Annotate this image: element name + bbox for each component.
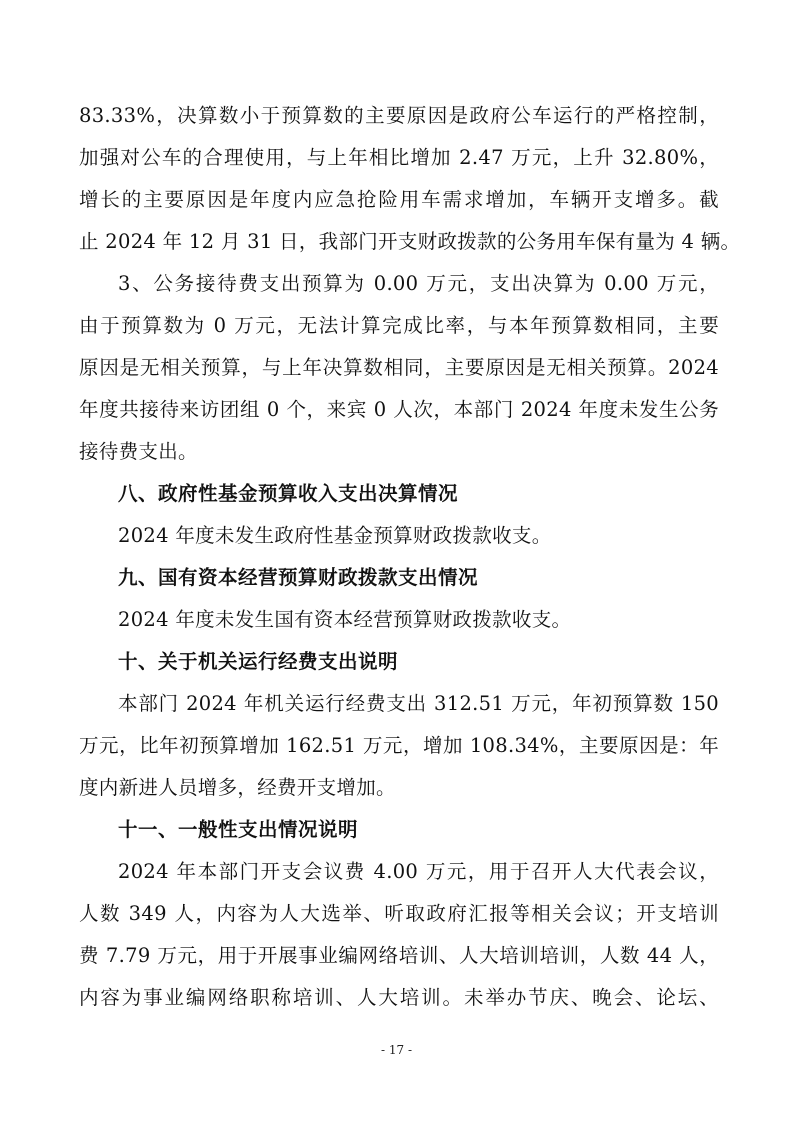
paragraph-line: 原因是无相关预算，与上年决算数相同，主要原因是无相关预算。2024 bbox=[79, 356, 719, 379]
paragraph-line: 2024 年本部门开支会议费 4.00 万元，用于召开人大代表会议， bbox=[118, 860, 719, 883]
paragraph-line: 费 7.79 万元，用于开展事业编网络培训、人大培训培训，人数 44 人， bbox=[79, 944, 719, 967]
section-heading-9: 九、国有资本经营预算财政拨款支出情况 bbox=[118, 566, 479, 589]
section-heading-8: 八、政府性基金预算收入支出决算情况 bbox=[118, 482, 459, 505]
paragraph-line: 2024 年度未发生国有资本经营预算财政拨款收支。 bbox=[118, 608, 572, 631]
paragraph-line: 度内新进人员增多，经费开支增加。 bbox=[79, 776, 396, 799]
paragraph-line: 2024 年度未发生政府性基金预算财政拨款收支。 bbox=[118, 524, 552, 547]
paragraph-line: 83.33%，决算数小于预算数的主要原因是政府公车运行的严格控制， bbox=[79, 104, 719, 127]
paragraph-line: 加强对公车的合理使用，与上年相比增加 2.47 万元，上升 32.80%， bbox=[79, 146, 719, 169]
section-heading-10: 十、关于机关运行经费支出说明 bbox=[118, 650, 399, 673]
paragraph-line: 接待费支出。 bbox=[79, 440, 198, 463]
paragraph-line: 由于预算数为 0 万元，无法计算完成比率，与本年预算数相同，主要 bbox=[79, 314, 719, 337]
paragraph-line: 增长的主要原因是年度内应急抢险用车需求增加，车辆开支增多。截 bbox=[79, 188, 719, 211]
paragraph-line: 内容为事业编网络职称培训、人大培训。未举办节庆、晚会、论坛、 bbox=[79, 986, 719, 1009]
paragraph-line: 万元，比年初预算增加 162.51 万元，增加 108.34%，主要原因是：年 bbox=[79, 734, 719, 757]
paragraph-line: 年度共接待来访团组 0 个，来宾 0 人次，本部门 2024 年度未发生公务 bbox=[79, 398, 719, 421]
page-number: - 17 - bbox=[380, 1043, 412, 1057]
paragraph-line: 本部门 2024 年机关运行经费支出 312.51 万元，年初预算数 150 bbox=[118, 692, 719, 715]
section-heading-11: 十一、一般性支出情况说明 bbox=[118, 818, 359, 841]
paragraph-line: 3、公务接待费支出预算为 0.00 万元，支出决算为 0.00 万元， bbox=[118, 272, 719, 295]
paragraph-line: 止 2024 年 12 月 31 日，我部门开支财政拨款的公务用车保有量为 4 辆。 bbox=[79, 230, 741, 253]
paragraph-line: 人数 349 人，内容为人大选举、听取政府汇报等相关会议；开支培训 bbox=[79, 902, 719, 925]
